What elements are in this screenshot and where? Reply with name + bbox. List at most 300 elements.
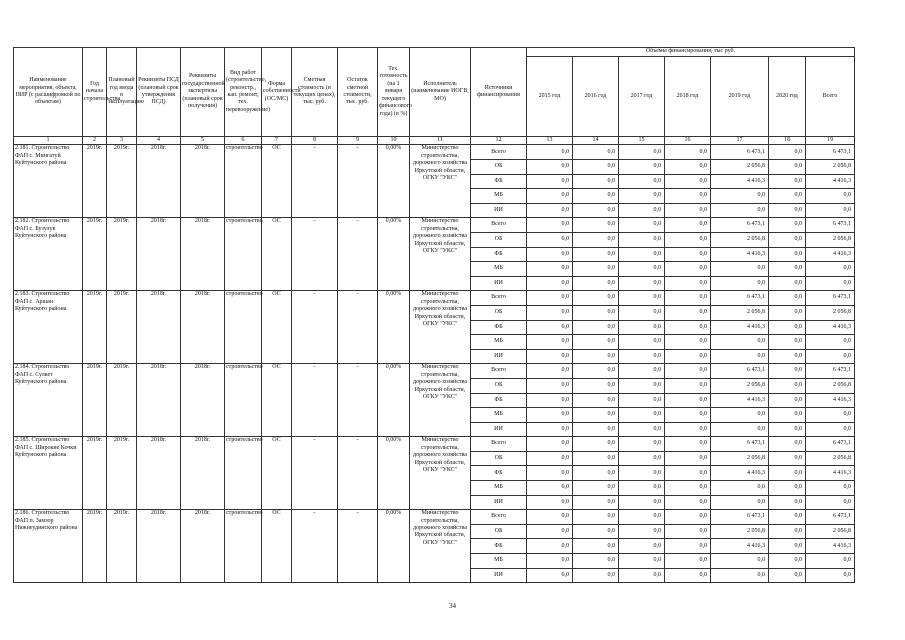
value-cell: 4 416,3: [711, 320, 769, 335]
project-row: [14, 437, 855, 452]
page-number: 34: [449, 602, 456, 610]
column-number: 15: [619, 137, 665, 145]
project-row: [14, 510, 855, 525]
source-label: ИИ: [471, 203, 527, 218]
value-cell: 0,0: [769, 393, 806, 408]
value-cell: 0,0: [619, 451, 665, 466]
column-number: 11: [410, 137, 471, 145]
value-cell: 0,0: [619, 232, 665, 247]
value-cell: 0,0: [769, 276, 806, 291]
value-cell: 0,0: [665, 262, 711, 277]
value-cell: 0,0: [619, 568, 665, 583]
column-number: 6: [225, 137, 262, 145]
value-cell: 2 056,8: [711, 160, 769, 175]
commission-year: 2019г.: [107, 218, 137, 291]
value-cell: 0,0: [619, 510, 665, 525]
value-cell: 0,0: [573, 408, 619, 423]
psd-date: 2018г.: [137, 510, 181, 583]
value-cell: 0,0: [769, 320, 806, 335]
source-label: ФБ: [471, 539, 527, 554]
estimated-cost: -: [292, 510, 338, 583]
source-label: ФБ: [471, 320, 527, 335]
executor: Министерство строительства, дорожного хозяйства Иркутской области, ОГКУ "УКС": [410, 510, 471, 583]
value-cell: 0,0: [573, 510, 619, 525]
value-cell: 0,0: [527, 554, 573, 569]
remainder: -: [338, 291, 378, 364]
value-cell: 0,0: [711, 495, 769, 510]
value-cell: 0,0: [573, 481, 619, 496]
value-cell: 0,0: [573, 262, 619, 277]
value-cell: 0,0: [527, 349, 573, 364]
value-cell: 0,0: [769, 335, 806, 350]
project-row: [14, 218, 855, 233]
value-cell: 0,0: [527, 422, 573, 437]
value-cell: 0,0: [769, 408, 806, 423]
value-cell: 0,0: [527, 437, 573, 452]
source-label: ИИ: [471, 276, 527, 291]
psd-date: 2018г.: [137, 291, 181, 364]
ownership: ОС: [262, 364, 292, 437]
value-cell: 4 416,3: [711, 247, 769, 262]
value-cell: 0,0: [769, 364, 806, 379]
value-cell: 0,0: [573, 451, 619, 466]
source-label: Всего: [471, 291, 527, 306]
value-cell: 0,0: [619, 320, 665, 335]
estimated-cost: -: [292, 291, 338, 364]
value-cell: 0,0: [527, 408, 573, 423]
column-number: 4: [137, 137, 181, 145]
value-cell: 0,0: [769, 160, 806, 175]
source-label: Всего: [471, 510, 527, 525]
executor: Министерство строительства, дорожного хозяйства Иркутской области, ОГКУ "УКС": [410, 437, 471, 510]
total-cell: 6 473,1: [806, 510, 855, 525]
value-cell: 2 056,8: [711, 232, 769, 247]
value-cell: 0,0: [665, 160, 711, 175]
remainder: -: [338, 364, 378, 437]
col-header-expertise: Реквизиты государственной экспертизы (плановый срок получения): [181, 48, 225, 137]
value-cell: 0,0: [573, 305, 619, 320]
value-cell: 0,0: [769, 218, 806, 233]
start-year: 2019г.: [83, 291, 107, 364]
col-header-financing-group: Объемы финансирования, тыс руб.: [527, 48, 855, 57]
value-cell: 0,0: [711, 262, 769, 277]
column-number: 12: [471, 137, 527, 145]
source-label: ИИ: [471, 422, 527, 437]
value-cell: 0,0: [769, 568, 806, 583]
value-cell: 0,0: [665, 437, 711, 452]
value-cell: 0,0: [711, 568, 769, 583]
work-type: строительство: [225, 145, 262, 218]
project-name: 2.182. Строительство ФАП с. Бузулук Куйтунского района: [14, 218, 83, 291]
total-cell: 2 056,8: [806, 160, 855, 175]
total-cell: 0,0: [806, 203, 855, 218]
value-cell: 0,0: [769, 189, 806, 204]
source-label: ОБ: [471, 524, 527, 539]
column-number: 10: [378, 137, 410, 145]
value-cell: 2 056,8: [711, 451, 769, 466]
value-cell: 0,0: [711, 189, 769, 204]
estimated-cost: -: [292, 218, 338, 291]
total-cell: 6 473,1: [806, 218, 855, 233]
value-cell: 0,0: [573, 539, 619, 554]
column-number: 19: [806, 137, 855, 145]
source-label: МБ: [471, 408, 527, 423]
estimated-cost: -: [292, 145, 338, 218]
value-cell: 0,0: [527, 276, 573, 291]
psd-date: 2018г.: [137, 364, 181, 437]
psd-date: 2018г.: [137, 218, 181, 291]
expertise-date: 2018г.: [181, 510, 225, 583]
value-cell: 0,0: [527, 218, 573, 233]
value-cell: 0,0: [619, 189, 665, 204]
expertise-date: 2018г.: [181, 291, 225, 364]
total-cell: 2 056,8: [806, 232, 855, 247]
col-header-year: 2017 год: [619, 57, 665, 137]
column-number: 14: [573, 137, 619, 145]
total-cell: 0,0: [806, 554, 855, 569]
expertise-date: 2018г.: [181, 437, 225, 510]
col-header-estimated-cost: Сметная стоимость (в текущих ценах), тыс. руб.: [292, 48, 338, 137]
estimated-cost: -: [292, 437, 338, 510]
value-cell: 0,0: [619, 291, 665, 306]
value-cell: 0,0: [527, 160, 573, 175]
source-label: ФБ: [471, 247, 527, 262]
col-header-psd: Реквизиты ПСД (плановый срок утверждения ПСД): [137, 48, 181, 137]
value-cell: 0,0: [665, 408, 711, 423]
total-cell: 0,0: [806, 335, 855, 350]
value-cell: 0,0: [573, 247, 619, 262]
start-year: 2019г.: [83, 145, 107, 218]
value-cell: 0,0: [769, 349, 806, 364]
value-cell: 0,0: [619, 524, 665, 539]
value-cell: 0,0: [769, 481, 806, 496]
project-name: 2.186. Строительство ФАП п. Замзор Нижнеудинского района: [14, 510, 83, 583]
project-name: 2.184. Строительство ФАП с. Сулкет Куйтунского района: [14, 364, 83, 437]
psd-date: 2018г.: [137, 437, 181, 510]
source-label: ОБ: [471, 305, 527, 320]
value-cell: 2 056,8: [711, 524, 769, 539]
total-cell: 2 056,8: [806, 378, 855, 393]
executor: Министерство строительства, дорожного хозяйства Иркутской области, ОГКУ "УКС": [410, 291, 471, 364]
col-header-work-type: Вид работ (строительство, реконстр., кап. ремонт, тех. перевооружение): [225, 48, 262, 137]
value-cell: 0,0: [573, 554, 619, 569]
ownership: ОС: [262, 510, 292, 583]
value-cell: 0,0: [665, 218, 711, 233]
work-type: строительство: [225, 364, 262, 437]
value-cell: 0,0: [769, 422, 806, 437]
value-cell: 0,0: [573, 437, 619, 452]
value-cell: 0,0: [573, 160, 619, 175]
column-number: 1: [14, 137, 83, 145]
readiness: 0,00%: [378, 510, 410, 583]
value-cell: 0,0: [619, 335, 665, 350]
total-cell: 4 416,3: [806, 393, 855, 408]
value-cell: 0,0: [665, 203, 711, 218]
value-cell: 0,0: [665, 247, 711, 262]
total-cell: 2 056,8: [806, 305, 855, 320]
value-cell: 0,0: [665, 510, 711, 525]
value-cell: 0,0: [619, 554, 665, 569]
value-cell: 0,0: [769, 174, 806, 189]
source-label: Всего: [471, 145, 527, 160]
project-name: 2.181. Строительство ФАП с. Мингатуй Куйтунского района: [14, 145, 83, 218]
source-label: Всего: [471, 218, 527, 233]
total-cell: 4 416,3: [806, 247, 855, 262]
value-cell: 0,0: [665, 466, 711, 481]
total-cell: 0,0: [806, 408, 855, 423]
header-row-1: [14, 48, 855, 57]
value-cell: 0,0: [527, 568, 573, 583]
readiness: 0,00%: [378, 218, 410, 291]
value-cell: 0,0: [619, 218, 665, 233]
value-cell: 0,0: [527, 189, 573, 204]
commission-year: 2019г.: [107, 364, 137, 437]
value-cell: 0,0: [573, 291, 619, 306]
value-cell: 0,0: [665, 539, 711, 554]
value-cell: 0,0: [527, 451, 573, 466]
value-cell: 0,0: [769, 232, 806, 247]
readiness: 0,00%: [378, 145, 410, 218]
value-cell: 0,0: [573, 495, 619, 510]
value-cell: 0,0: [619, 422, 665, 437]
column-number: 9: [338, 137, 378, 145]
value-cell: 0,0: [619, 378, 665, 393]
value-cell: 0,0: [665, 364, 711, 379]
total-cell: 0,0: [806, 481, 855, 496]
total-cell: 0,0: [806, 568, 855, 583]
col-header-year: 2016 год: [573, 57, 619, 137]
total-cell: 4 416,3: [806, 174, 855, 189]
source-label: ОБ: [471, 160, 527, 175]
col-header-ownership: Форма собственности (ОС/МС): [262, 48, 292, 137]
value-cell: 0,0: [527, 262, 573, 277]
source-label: ОБ: [471, 232, 527, 247]
value-cell: 2 056,8: [711, 378, 769, 393]
work-type: строительство: [225, 291, 262, 364]
total-cell: 2 056,8: [806, 451, 855, 466]
value-cell: 0,0: [665, 349, 711, 364]
total-cell: 4 416,3: [806, 539, 855, 554]
col-header-executor: Исполнитель (наименование ИОГВ, МО): [410, 48, 471, 137]
project-name: 2.185. Строительство ФАП с. Широкие Кочки Куйтунского района: [14, 437, 83, 510]
value-cell: 0,0: [769, 247, 806, 262]
value-cell: 0,0: [665, 378, 711, 393]
value-cell: 0,0: [769, 437, 806, 452]
source-label: МБ: [471, 262, 527, 277]
project-row: [14, 364, 855, 379]
value-cell: 0,0: [711, 349, 769, 364]
total-cell: 0,0: [806, 189, 855, 204]
value-cell: 0,0: [573, 364, 619, 379]
value-cell: 0,0: [619, 481, 665, 496]
value-cell: 0,0: [527, 539, 573, 554]
source-label: МБ: [471, 481, 527, 496]
value-cell: 0,0: [665, 291, 711, 306]
value-cell: 6 473,1: [711, 218, 769, 233]
column-number: 16: [665, 137, 711, 145]
value-cell: 0,0: [619, 203, 665, 218]
commission-year: 2019г.: [107, 291, 137, 364]
value-cell: 0,0: [619, 437, 665, 452]
value-cell: 0,0: [665, 495, 711, 510]
value-cell: 0,0: [711, 276, 769, 291]
readiness: 0,00%: [378, 291, 410, 364]
value-cell: 0,0: [769, 262, 806, 277]
source-label: ОБ: [471, 451, 527, 466]
start-year: 2019г.: [83, 364, 107, 437]
value-cell: 0,0: [527, 495, 573, 510]
column-number-row: [14, 137, 855, 145]
value-cell: 6 473,1: [711, 437, 769, 452]
value-cell: 0,0: [573, 335, 619, 350]
value-cell: 6 473,1: [711, 291, 769, 306]
psd-date: 2018г.: [137, 145, 181, 218]
value-cell: 0,0: [665, 145, 711, 160]
col-header-year: 2019 год: [711, 57, 769, 137]
readiness: 0,00%: [378, 437, 410, 510]
executor: Министерство строительства, дорожного хозяйства Иркутской области, ОГКУ "УКС": [410, 364, 471, 437]
col-header-total: Всего: [806, 57, 855, 137]
project-name: 2.183. Строительство ФАП с. Аршан Куйтунского района: [14, 291, 83, 364]
column-number: 3: [107, 137, 137, 145]
remainder: -: [338, 218, 378, 291]
ownership: ОС: [262, 145, 292, 218]
value-cell: 0,0: [711, 481, 769, 496]
col-header-remainder: Остаток сметной стоимости, тыс. руб.: [338, 48, 378, 137]
value-cell: 0,0: [573, 232, 619, 247]
value-cell: 0,0: [769, 524, 806, 539]
value-cell: 2 056,8: [711, 305, 769, 320]
value-cell: 0,0: [619, 364, 665, 379]
value-cell: 0,0: [665, 189, 711, 204]
value-cell: 0,0: [619, 539, 665, 554]
value-cell: 0,0: [527, 466, 573, 481]
remainder: -: [338, 510, 378, 583]
value-cell: 0,0: [573, 568, 619, 583]
source-label: ОБ: [471, 378, 527, 393]
value-cell: 0,0: [769, 203, 806, 218]
value-cell: 0,0: [573, 276, 619, 291]
value-cell: 0,0: [527, 247, 573, 262]
start-year: 2019г.: [83, 218, 107, 291]
source-label: МБ: [471, 335, 527, 350]
column-number: 2: [83, 137, 107, 145]
value-cell: 0,0: [573, 466, 619, 481]
project-row: [14, 291, 855, 306]
value-cell: 0,0: [769, 291, 806, 306]
estimated-cost: -: [292, 364, 338, 437]
total-cell: 6 473,1: [806, 145, 855, 160]
column-number: 17: [711, 137, 769, 145]
value-cell: 0,0: [665, 393, 711, 408]
source-label: ИИ: [471, 495, 527, 510]
value-cell: 0,0: [769, 451, 806, 466]
value-cell: 0,0: [711, 203, 769, 218]
value-cell: 0,0: [619, 349, 665, 364]
value-cell: 0,0: [573, 320, 619, 335]
col-header-year: 2015 год: [527, 57, 573, 137]
value-cell: 0,0: [573, 203, 619, 218]
value-cell: 0,0: [665, 451, 711, 466]
value-cell: 0,0: [619, 247, 665, 262]
value-cell: 4 416,3: [711, 539, 769, 554]
commission-year: 2019г.: [107, 437, 137, 510]
value-cell: 0,0: [573, 145, 619, 160]
value-cell: 0,0: [665, 320, 711, 335]
value-cell: 0,0: [769, 495, 806, 510]
total-cell: 0,0: [806, 276, 855, 291]
value-cell: 0,0: [527, 335, 573, 350]
value-cell: 0,0: [619, 276, 665, 291]
table-body: [14, 48, 855, 583]
value-cell: 0,0: [527, 203, 573, 218]
source-label: ФБ: [471, 393, 527, 408]
ownership: ОС: [262, 218, 292, 291]
value-cell: 0,0: [665, 174, 711, 189]
project-row: [14, 145, 855, 160]
value-cell: 0,0: [573, 393, 619, 408]
value-cell: 0,0: [527, 364, 573, 379]
col-header-year: 2020 год: [769, 57, 806, 137]
work-type: строительство: [225, 218, 262, 291]
expertise-date: 2018г.: [181, 364, 225, 437]
value-cell: 0,0: [665, 524, 711, 539]
value-cell: 0,0: [769, 554, 806, 569]
value-cell: 0,0: [619, 160, 665, 175]
value-cell: 0,0: [573, 218, 619, 233]
expertise-date: 2018г.: [181, 145, 225, 218]
source-label: Всего: [471, 364, 527, 379]
value-cell: 0,0: [573, 349, 619, 364]
source-label: ФБ: [471, 466, 527, 481]
source-label: ИИ: [471, 568, 527, 583]
column-number: 18: [769, 137, 806, 145]
value-cell: 0,0: [711, 335, 769, 350]
value-cell: 0,0: [619, 262, 665, 277]
value-cell: 0,0: [619, 174, 665, 189]
value-cell: 0,0: [665, 276, 711, 291]
value-cell: 0,0: [527, 510, 573, 525]
value-cell: 0,0: [769, 466, 806, 481]
work-type: строительство: [225, 437, 262, 510]
value-cell: 0,0: [527, 232, 573, 247]
executor: Министерство строительства, дорожного хозяйства Иркутской области, ОГКУ "УКС": [410, 145, 471, 218]
expertise-date: 2018г.: [181, 218, 225, 291]
executor: Министерство строительства, дорожного хозяйства Иркутской области, ОГКУ "УКС": [410, 218, 471, 291]
source-label: МБ: [471, 189, 527, 204]
col-header-start-year: Год начала строительства: [83, 48, 107, 137]
value-cell: 0,0: [619, 408, 665, 423]
financing-table: [13, 47, 855, 583]
value-cell: 0,0: [527, 481, 573, 496]
start-year: 2019г.: [83, 510, 107, 583]
ownership: ОС: [262, 291, 292, 364]
value-cell: 0,0: [527, 174, 573, 189]
total-cell: 0,0: [806, 422, 855, 437]
value-cell: 0,0: [769, 305, 806, 320]
col-header-readiness: Тех. готовность (на 1 января текущего финансового года) (в %): [378, 48, 410, 137]
value-cell: 0,0: [573, 524, 619, 539]
value-cell: 0,0: [665, 422, 711, 437]
source-label: Всего: [471, 437, 527, 452]
readiness: 0,00%: [378, 364, 410, 437]
column-number: 7: [262, 137, 292, 145]
total-cell: 6 473,1: [806, 364, 855, 379]
col-header-commission-year: Плановый год ввода в эксплуатацию: [107, 48, 137, 137]
value-cell: 6 473,1: [711, 364, 769, 379]
source-label: МБ: [471, 554, 527, 569]
value-cell: 0,0: [619, 466, 665, 481]
